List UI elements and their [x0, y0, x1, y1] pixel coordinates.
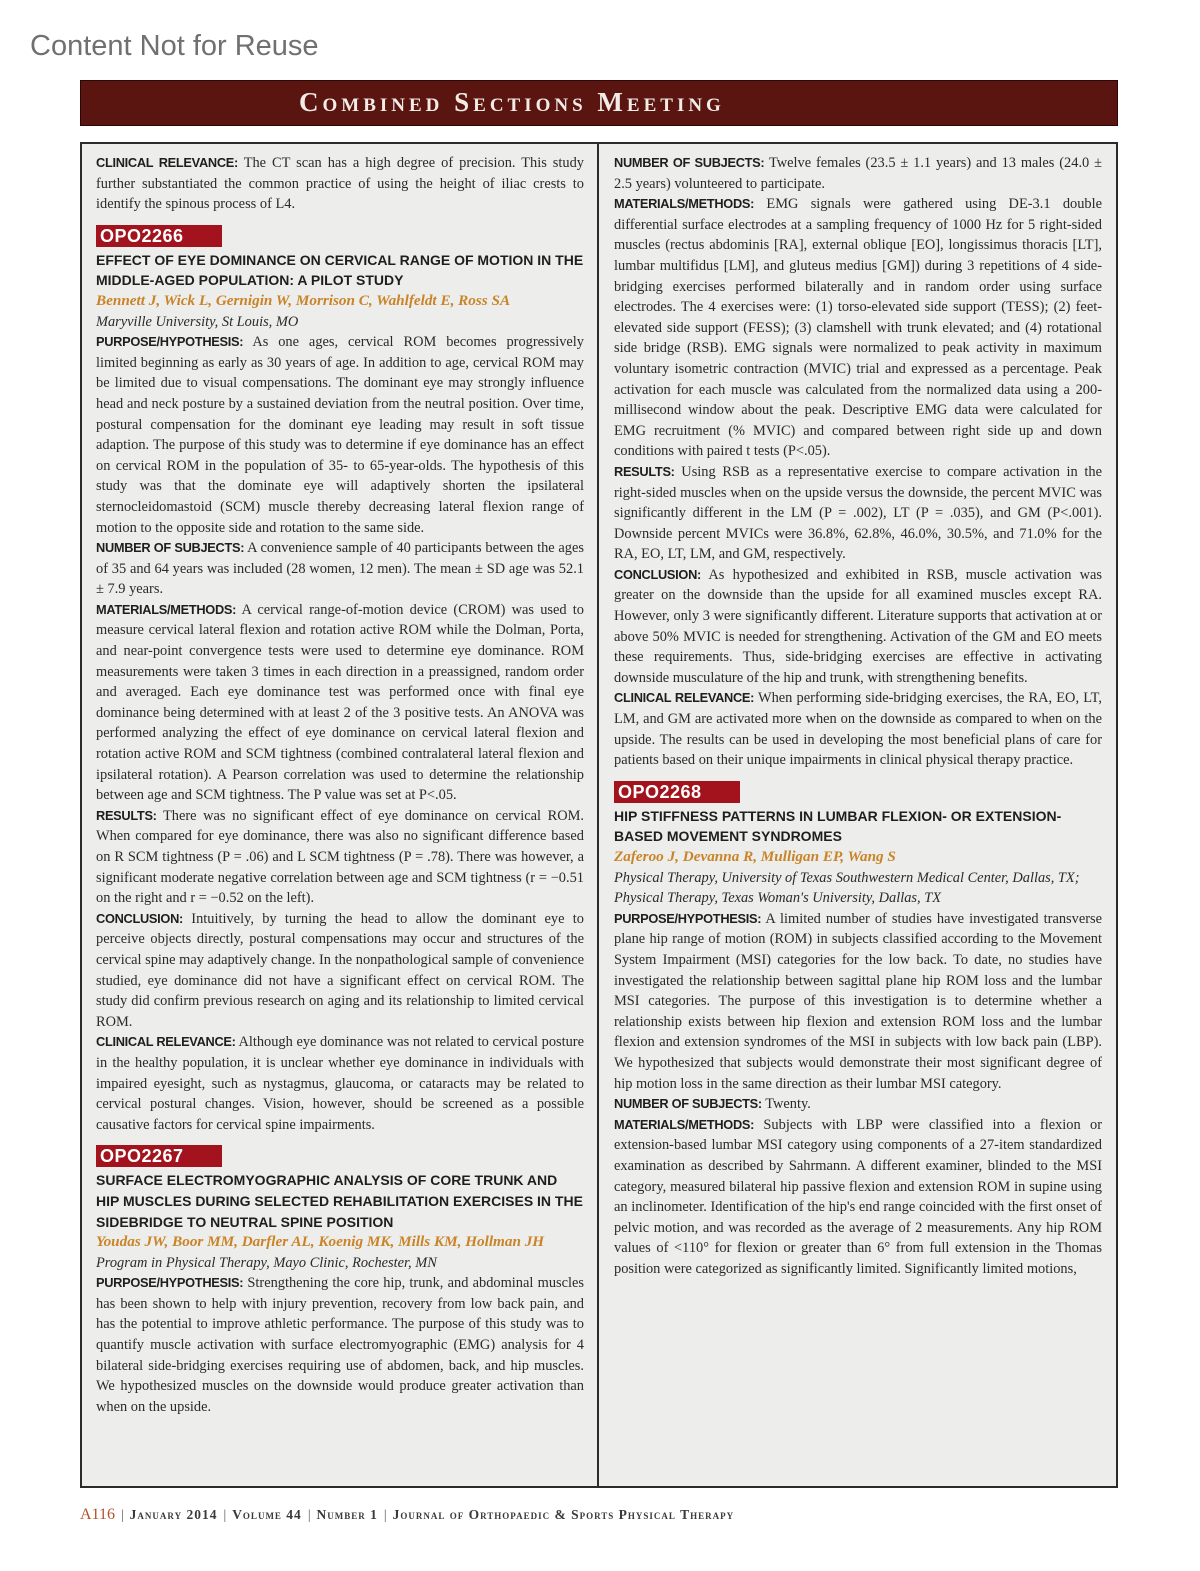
section-text: When performing side-bridging exercises, the RA, EO, LT, LM, and GM are activated more when on the downside as compared to when on the upside. The results can be used in developing the most beneficial plans of care for patients based on their unique impairments in clinical physical therapy practice.	[614, 690, 1102, 769]
section-text: As hypothesized and exhibited in RSB, muscle activation was greater on the downside than the upside for all examined muscles except RA. However, only 3 were significantly different. Literature supports that activation at or above 50% MVIC is needed for strengthening. Activation of the GM and EO meets these requirements. Thus, side-bridging exercises are effective in activating downside musculature of the hip and trunk, with strengthening benefits.	[614, 566, 1102, 686]
abstract-affiliation: Physical Therapy, University of Texas Southwestern Medical Center, Dallas, TX; Physical Therapy, Texas Woman's University, Dallas, TX	[614, 869, 1080, 907]
purpose-paragraph	[96, 1273, 584, 1417]
section-text: There was no significant effect of eye dominance on cervical ROM. When compared for eye dominance, there was also no significant difference based on R SCM tightness (P = .06) and L SCM tightness (P = .78). There was however, a significant moderate negative correlation between age and SCM tightness (r = −0.51 on the right and r = −0.52 on the left).	[96, 807, 584, 907]
section-label: RESULTS:	[614, 463, 675, 479]
section-text: Twelve females (23.5 ± 1.1 years) and 13 males (24.0 ± 2.5 years) volunteered to participate.	[614, 155, 1102, 192]
section-text: A limited number of studies have investigated transverse plane hip range of motion (ROM) in subjects classified according to the Movement System Impairment (MSI) categories for the low back. To date, no studies have investigated the relationship between sagittal plane hip ROM loss and the lumbar MSI categories. The purpose of this investigation is to determine whether a relationship exists between hip flexion and extension ROM loss and the lumbar flexion and extension syndromes of the MSI in subjects with low back pain (LBP). We hypothesized that subjects would demonstrate their most significant degree of hip motion loss in the same direction as their lumbar MSI category.	[614, 910, 1102, 1092]
abstract-title: HIP STIFFNESS PATTERNS IN LUMBAR FLEXION- OR EXTENSION-BASED MOVEMENT SYNDROMES	[614, 807, 1062, 845]
purpose-paragraph	[614, 909, 1102, 1094]
section-text: A cervical range-of-motion device (CROM) was used to measure cervical lateral flexion and rotation active ROM while the Dolman, Porta, and near-point convergence tests were used to determine eye dominance. ROM measurements were taken 3 times in each direction in a preassigned, random order and averaged. Each eye dominance test was performed once with final eye dominance being determined with at least 2 of the 3 positive tests. An ANOVA was performed analyzing the effect of eye dominance on cervical lateral flexion and rotation active ROM and SCM tightness (combined contralateral lateral flexion and ipsilateral rotation). A Pearson correlation was used to determine the relationship between age and SCM tightness. The P value was set at P<.05.	[96, 601, 584, 804]
abstract-authors: Zaferoo J, Devanna R, Mulligan EP, Wang S	[614, 848, 896, 865]
clinical-paragraph	[96, 1032, 584, 1135]
section-label: NUMBER OF SUBJECTS:	[96, 540, 245, 556]
abstract-id-badge: OPO2268	[614, 781, 740, 803]
section-text: EMG signals were gathered using DE-3.1 double differential surface electrodes at a sampling frequency of 1000 Hz for 5 right-sided muscles (rectus abdominis [RA], external oblique [EO], longissimus thoracis [LT], lumbar multifidus [LM], and gluteus medius [GM]) during 3 repetitions of 4 side-bridging exercises performed bilaterally and in random order using surface electrodes. The 4 exercises were: (1) torso-elevated side support (TESS); (2) feet-elevated side support (FESS); (3) clamshell with trunk elevated; and (4) rotational side bridge (RSB). EMG signals were normalized to peak activity in maximum voluntary isometric contraction (MVIC) trial and expressed as a percentage. Peak activation for each muscle was calculated from the normalized data using a 200-millisecond window about the peak. Descriptive EMG data were calculated for EMG recruitment (% MVIC) and compared between right side up and down conditions with paired t tests (P<.05).	[614, 196, 1102, 460]
watermark: Content Not for Reuse	[30, 30, 319, 62]
abstract-affiliation: Maryville University, St Louis, MO	[96, 313, 299, 330]
section-label: CLINICAL RELEVANCE:	[614, 690, 755, 706]
footer-separator: |	[383, 1507, 387, 1522]
page-footer	[80, 1506, 734, 1524]
section-text: Intuitively, by turning the head to allow the dominant eye to perceive objects directly, postural compensations may occur and structures of the cervical spine may adaptively change. In the nonpathological sample of convenience studied, eye dominance did not have a significant effect on cervical ROM. The study did confirm previous research on aging and its relationship to limited cervical ROM.	[96, 910, 584, 1030]
footer-separator: |	[307, 1507, 311, 1522]
section-text: Strengthening the core hip, trunk, and abdominal muscles has been shown to help with injury prevention, recovery from low back pain, and has the potential to improve athletic performance. The purpose of this study was to quantify muscle activation with surface electromyographic (EMG) analysis for 4 bilateral side-bridging exercises requiring use of abdomen, back, and hip muscles. We hypothesized muscles on the downside would produce greater activation than when on the upside.	[96, 1275, 584, 1415]
methods-paragraph	[614, 194, 1102, 462]
methods-paragraph	[96, 600, 584, 806]
column-divider	[597, 142, 599, 1488]
footer-number: Number 1	[316, 1507, 378, 1522]
section-text: A convenience sample of 40 participants between the ages of 35 and 64 years was included (28 women, 12 men). The mean ± SD age was 52.1 ± 7.9 years.	[96, 540, 584, 598]
section-text: Using RSB as a representative exercise to compare activation in the right-sided muscles when on the upside versus the downside, the percent MVIC was significantly different in the LM (P = .002), LT (P = .035), and GM (P<.001). Downside percent MVICs were 36.8%, 62.8%, 46.0%, 30.5%, and 71.0% for the RA, EO, LT, LM, and GM, respectively.	[614, 463, 1102, 563]
section-text: Although eye dominance was not related to cervical posture in the healthy population, it is unclear whether eye dominance in individuals with impaired eyesight, such as nystagmus, glaucoma, or cataracts may be related to cervical postural changes. Vision, however, should be screened as a possible causative factors for cervical spine impairments.	[96, 1034, 584, 1133]
section-label: PURPOSE/HYPOTHESIS:	[96, 334, 244, 350]
section-label: CLINICAL RELEVANCE:	[96, 1034, 236, 1050]
conclusion-paragraph	[614, 565, 1102, 689]
section-label: MATERIALS/METHODS:	[96, 601, 237, 617]
section-text: As one ages, cervical ROM becomes progressively limited beginning as early as 30 years of age. In addition to age, cervical ROM may be limited due to visual compensations. The dominant eye may strongly influence head and neck posture by a sustained deviation from the neutral position. Over time, postural compensation for the dominant eye leading may result in soft tissue adaption. The purpose of this study was to determine if eye dominance has an effect on cervical ROM in the population of 35- to 65-year-olds. The hypothesis of this study was that the dominate eye will adaptively shorten the ipsilateral sternocleidomastoid (SCM) muscle thereby decreasing lateral flexion range of motion to the opposite side and rotation to the same side.	[96, 334, 584, 536]
section-label: CLINICAL RELEVANCE:	[96, 155, 238, 170]
abstract-authors: Bennett J, Wick L, Gernigin W, Morrison C, Wahlfeldt E, Ross SA	[96, 291, 511, 309]
section-label: MATERIALS/METHODS:	[614, 1116, 755, 1132]
footer-separator: |	[120, 1507, 124, 1522]
section-label: CONCLUSION:	[96, 910, 183, 926]
section-banner	[80, 80, 1118, 126]
results-paragraph	[96, 806, 584, 909]
right-column	[614, 153, 1102, 1483]
section-label: PURPOSE/HYPOTHESIS:	[614, 910, 762, 926]
subjects-paragraph	[614, 153, 1102, 194]
abstract-title: EFFECT OF EYE DOMINANCE ON CERVICAL RANGE OF MOTION IN THE MIDDLE-AGED POPULATION: A PILOT STUDY	[96, 251, 584, 289]
subjects-paragraph	[96, 538, 584, 600]
conclusion-paragraph	[96, 909, 584, 1033]
purpose-paragraph	[96, 332, 584, 538]
intro-clinical-relevance	[96, 153, 584, 215]
section-text: The CT scan has a high degree of precision. This study further substantiated the common practice of using the height of iliac crests to identify the spinous process of L4.	[96, 155, 584, 213]
section-label: RESULTS:	[96, 807, 157, 823]
abstract-id-badge: OPO2267	[96, 1145, 222, 1167]
abstract-title: SURFACE ELECTROMYOGRAPHIC ANALYSIS OF CORE TRUNK AND HIP MUSCLES DURING SELECTED REHABILITATION EXERCISES IN THE SIDEBRIDGE TO NEUTRAL SPINE POSITION	[96, 1172, 583, 1230]
left-column	[96, 153, 584, 1483]
section-label: MATERIALS/METHODS:	[614, 196, 755, 212]
abstract-id-badge: OPO2266	[96, 225, 222, 247]
section-label: PURPOSE/HYPOTHESIS:	[96, 1275, 244, 1291]
methods-paragraph	[614, 1115, 1102, 1280]
subjects-paragraph	[614, 1094, 1102, 1115]
footer-journal: Journal of Orthopaedic & Sports Physical Therapy	[392, 1507, 735, 1522]
footer-volume: Volume 44	[232, 1507, 302, 1522]
banner-title: Combined Sections Meeting	[299, 87, 725, 117]
section-text: Subjects with LBP were classified into a flexion or extension-based lumbar MSI category using components of a 27-item standardized examination as described by Sahrmann. A different examiner, blinded to the MSI category, measured bilateral hip passive flexion and extension ROM in supine using an inclinometer. Identification of the hip's end range coincided with the first onset of pelvic motion, and was recorded as the average of 2 measurements. Any hip ROM values of <110° for flexion or greater than 6° from full extension in the Thomas position were categorized as significantly limited. Significantly limited motions,	[614, 1116, 1102, 1277]
section-label: NUMBER OF SUBJECTS:	[614, 155, 765, 170]
page-number: A116	[80, 1506, 115, 1523]
section-text: Twenty.	[761, 1096, 811, 1113]
clinical-paragraph	[614, 688, 1102, 770]
section-label: CONCLUSION:	[614, 566, 701, 582]
section-label: NUMBER OF SUBJECTS:	[614, 1096, 762, 1112]
footer-date: January 2014	[129, 1507, 218, 1522]
abstract-affiliation: Program in Physical Therapy, Mayo Clinic, Rochester, MN	[96, 1254, 437, 1271]
footer-separator: |	[223, 1507, 227, 1522]
results-paragraph	[614, 462, 1102, 565]
abstract-authors: Youdas JW, Boor MM, Darfler AL, Koenig MK, Mills KM, Hollman JH	[96, 1233, 545, 1251]
